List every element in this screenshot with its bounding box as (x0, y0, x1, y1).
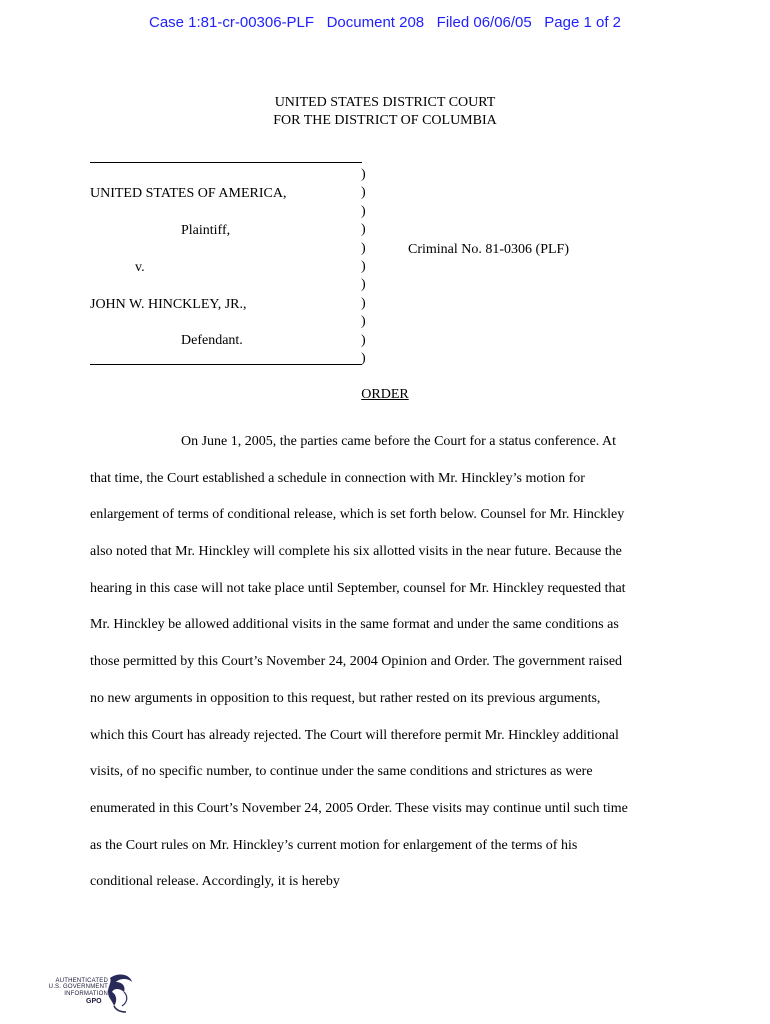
body-line: also noted that Mr. Hinckley will complete his six allotted visits in the near future. Because the (90, 544, 622, 560)
header-filed: Filed 06/06/05 (436, 14, 532, 31)
body-line: conditional release. Accordingly, it is hereby (90, 874, 340, 890)
body-line: hearing in this case will not take place until September, counsel for Mr. Hinckley requested that (90, 580, 626, 596)
caption-paren-column (361, 166, 366, 368)
caption-bottom-rule (90, 364, 362, 365)
body-line: which this Court has already rejected. The Court will therefore permit Mr. Hinckley additional (90, 727, 619, 743)
defendant-role: Defendant. (181, 333, 243, 348)
plaintiff-role: Plaintiff, (181, 223, 231, 238)
caption-paren: ) (361, 332, 366, 348)
criminal-number: Criminal No. 81-0306 (PLF) (408, 242, 569, 257)
header-case-number: Case 1:81-cr-00306-PLF (148, 14, 315, 31)
body-line: those permitted by this Court’s November 24, 2004 Opinion and Order. The government raised (90, 654, 623, 670)
header-document: Document 208 (326, 14, 425, 31)
caption-paren: ) (361, 240, 366, 256)
body-line: that time, the Court established a schedule in connection with Mr. Hinckley’s motion for (90, 470, 585, 486)
gpo-logo-line: AUTHENTICATED (55, 978, 108, 984)
eagle-icon (106, 972, 134, 1016)
defendant-name: JOHN W. HINCKLEY, JR., (90, 297, 247, 312)
gpo-logo-mark: GPO (86, 998, 102, 1005)
gpo-logo-line: INFORMATION (64, 990, 108, 997)
gpo-authentication-logo (44, 972, 134, 1018)
caption-paren: ) (361, 314, 366, 330)
body-line: Mr. Hinckley be allowed additional visits in the same format and under the same conditions as (90, 617, 619, 633)
caption-paren: ) (361, 277, 366, 293)
caption-paren: ) (361, 167, 366, 182)
filing-header-stamp (0, 14, 770, 31)
caption-paren: ) (361, 203, 366, 219)
order-title: ORDER (361, 387, 409, 402)
body-line: no new arguments in opposition to this request, but rather rested on its previous arguments, (90, 690, 601, 706)
body-line: On June 1, 2005, the parties came before the Court for a status conference. At (181, 434, 617, 449)
body-line: enumerated in this Court’s November 24, 2005 Order. These visits may continue until such time (90, 800, 628, 816)
court-district: FOR THE DISTRICT OF COLUMBIA (273, 113, 497, 128)
gpo-logo-text (44, 978, 108, 997)
caption-paren: ) (361, 295, 366, 311)
body-line: visits, of no specific number, to continue under the same conditions and strictures as were (90, 764, 593, 780)
gpo-logo-line: U.S. GOVERNMENT (48, 984, 108, 991)
caption-paren: ) (361, 258, 366, 274)
caption-paren: ) (361, 185, 366, 201)
order-body (90, 424, 690, 901)
versus: v. (135, 260, 145, 275)
body-line: as the Court rules on Mr. Hinckley’s current motion for enlargement of the terms of his (90, 837, 578, 853)
caption-paren: ) (361, 222, 366, 238)
court-name: UNITED STATES DISTRICT COURT (274, 95, 496, 110)
caption-top-rule (90, 162, 362, 163)
plaintiff-name: UNITED STATES OF AMERICA, (90, 186, 287, 201)
caption-paren: ) (361, 350, 366, 366)
header-page: Page 1 of 2 (544, 14, 621, 31)
court-heading (0, 94, 770, 130)
body-line: enlargement of terms of conditional release, which is set forth below. Counsel for Mr. Hinckley (90, 507, 625, 523)
